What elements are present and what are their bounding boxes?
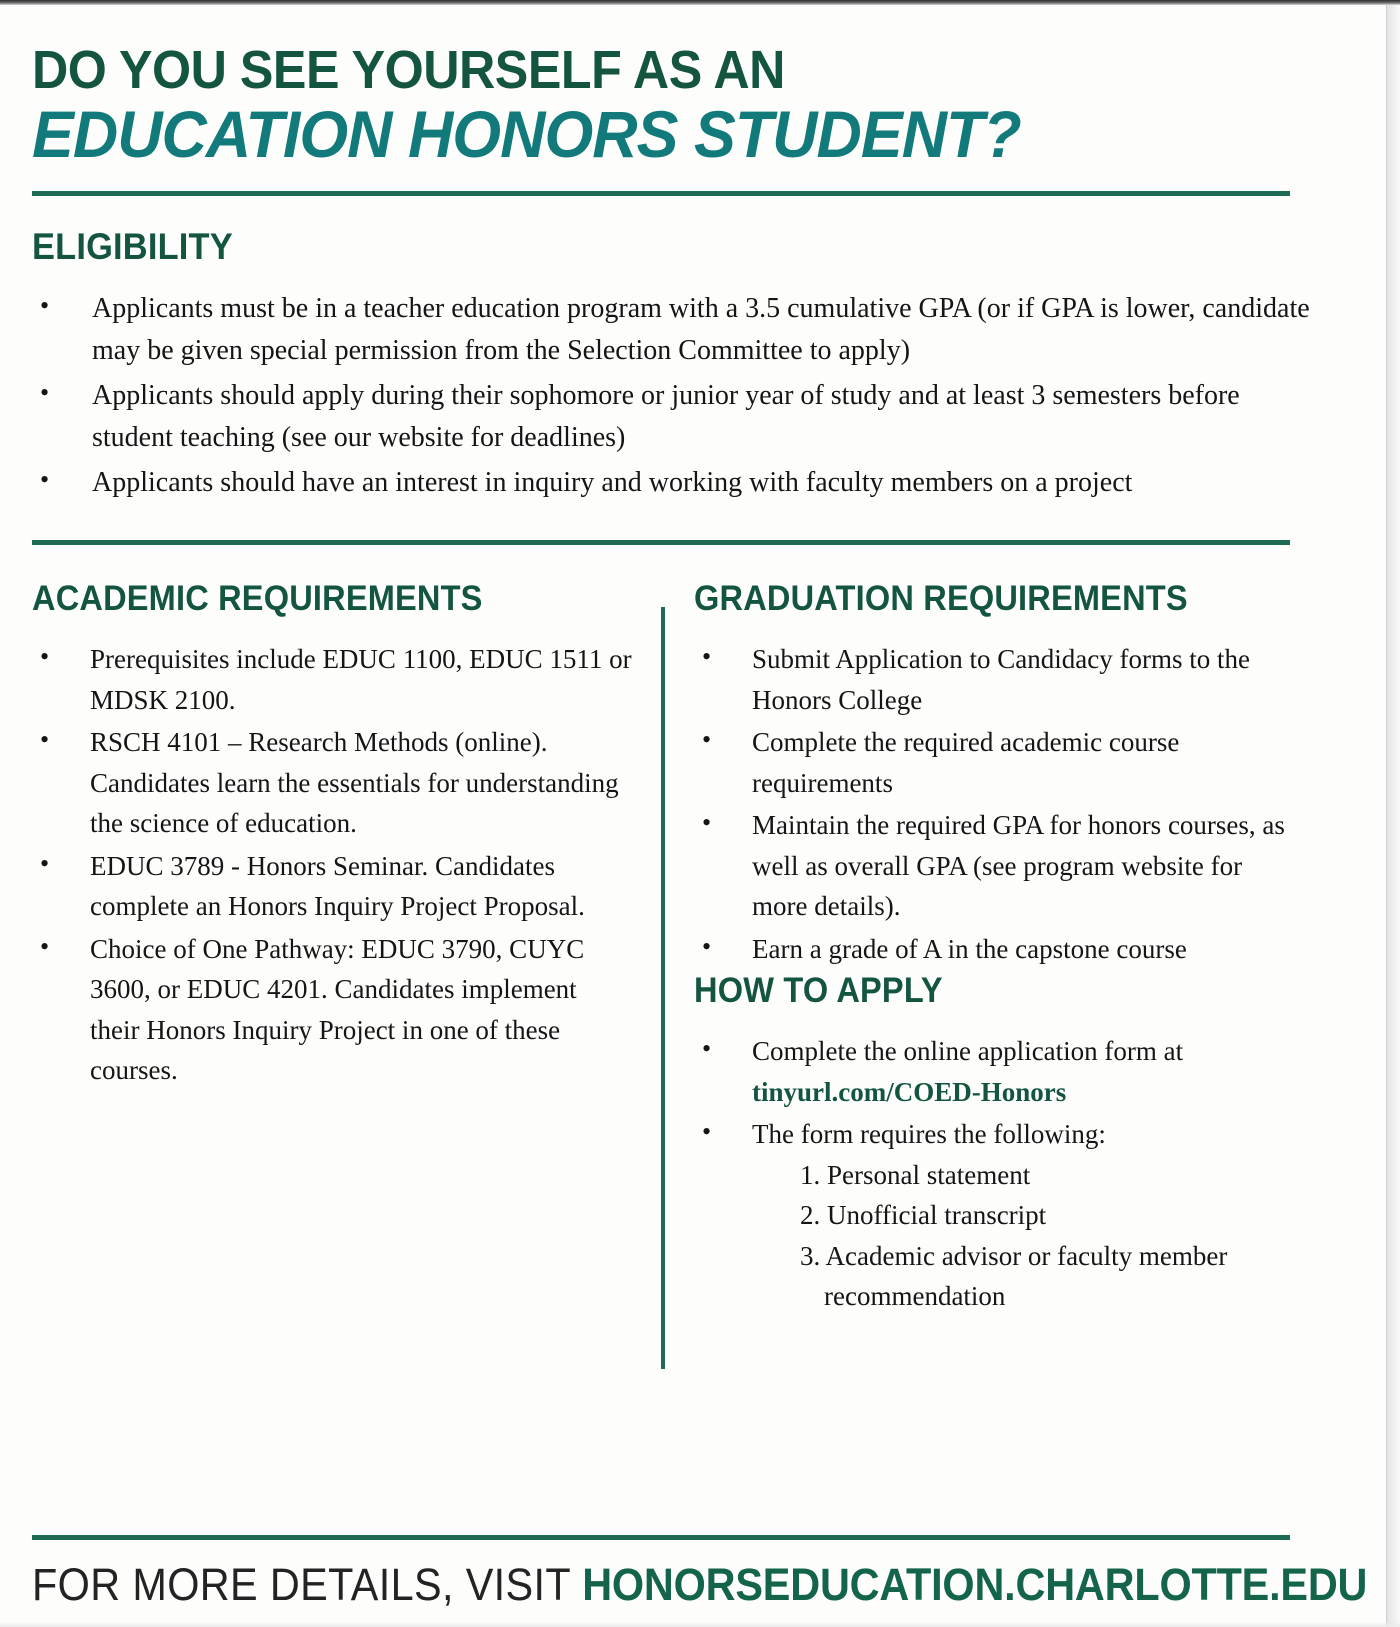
form-requirements-numbered-list [752, 1155, 1290, 1317]
flyer-content [0, 5, 1386, 1627]
headline-block [32, 5, 1326, 172]
list-item: 3. Academic advisor or faculty member recommendation [800, 1240, 1228, 1312]
how-to-apply-heading: HOW TO APPLY [694, 971, 943, 1011]
eligibility-bullet-list [32, 288, 1326, 505]
list-item: • Submit Application to Candidacy forms to the Honors College [694, 639, 1290, 720]
headline-line-1: DO YOU SEE YOURSELF AS AN [32, 40, 785, 100]
column-gap [632, 579, 694, 1319]
divider-above-footer [32, 1535, 1290, 1540]
how-to-apply-section [694, 971, 1290, 1317]
list-item: • Prerequisites include EDUC 1100, EDUC 1511 or MDSK 2100. [32, 639, 632, 720]
two-column-region [32, 579, 1326, 1319]
list-item: • Applicants must be in a teacher education program with a 3.5 cumulative GPA (or if GPA is lower, candidate may be given special permission from the Selection Committee to apply) [32, 288, 1326, 373]
academic-requirements-section [32, 579, 632, 1319]
divider-below-eligibility [32, 540, 1290, 545]
list-item [694, 1031, 1290, 1112]
how-to-apply-bullet-list [694, 1031, 1290, 1317]
scan-bottom-edge [0, 1621, 1400, 1627]
divider-below-headline [32, 191, 1290, 196]
academic-requirements-heading: ACADEMIC REQUIREMENTS [32, 579, 483, 619]
headline-line-2: EDUCATION HONORS STUDENT? [32, 97, 1021, 172]
footer-text-line [32, 1558, 1368, 1610]
footer-prefix-text: FOR MORE DETAILS, VISIT [32, 1558, 583, 1610]
list-item: • Maintain the required GPA for honors courses, as well as overall GPA (see program website for more details). [694, 805, 1290, 927]
scan-right-page-edge [1386, 5, 1400, 1627]
list-item: • Earn a grade of A in the capstone course [694, 929, 1290, 970]
graduation-requirements-bullet-list [694, 639, 1290, 969]
graduation-requirements-heading: GRADUATION REQUIREMENTS [694, 579, 1188, 619]
list-item: • Applicants should have an interest in inquiry and working with faculty members on a project [32, 462, 1326, 505]
list-item: • Complete the required academic course requirements [694, 722, 1290, 803]
academic-requirements-bullet-list [32, 639, 632, 1091]
list-item: • Applicants should apply during their sophomore or junior year of study and at least 3 semesters before student teaching (see our website for deadlines) [32, 375, 1326, 460]
eligibility-section [32, 226, 1326, 505]
list-item [694, 1114, 1290, 1317]
list-item: 2. Unofficial transcript [800, 1200, 1047, 1231]
footer-website-url[interactable]: HONORSEDUCATION.CHARLOTTE.EDU [582, 1558, 1368, 1610]
list-item: • EDUC 3789 - Honors Seminar. Candidates complete an Honors Inquiry Project Proposal. [32, 846, 632, 927]
vertical-column-divider [661, 607, 665, 1369]
apply-instruction-text: Complete the online application form at [752, 1036, 1184, 1067]
list-item: • RSCH 4101 – Research Methods (online). Candidates learn the essentials for understanding the science of education. [32, 722, 632, 844]
footer [32, 1535, 1368, 1610]
list-item: • Choice of One Pathway: EDUC 3790, CUYC 3600, or EDUC 4201. Candidates implement their Honors Inquiry Project in one of these courses. [32, 929, 632, 1091]
eligibility-heading: ELIGIBILITY [32, 225, 233, 267]
application-url-link[interactable]: tinyurl.com/COED-Honors [752, 1076, 1067, 1107]
graduation-requirements-section [694, 579, 1290, 969]
right-column [694, 579, 1290, 1319]
form-requirements-label: The form requires the following: [752, 1119, 1106, 1150]
list-item: 1. Personal statement [800, 1159, 1031, 1190]
